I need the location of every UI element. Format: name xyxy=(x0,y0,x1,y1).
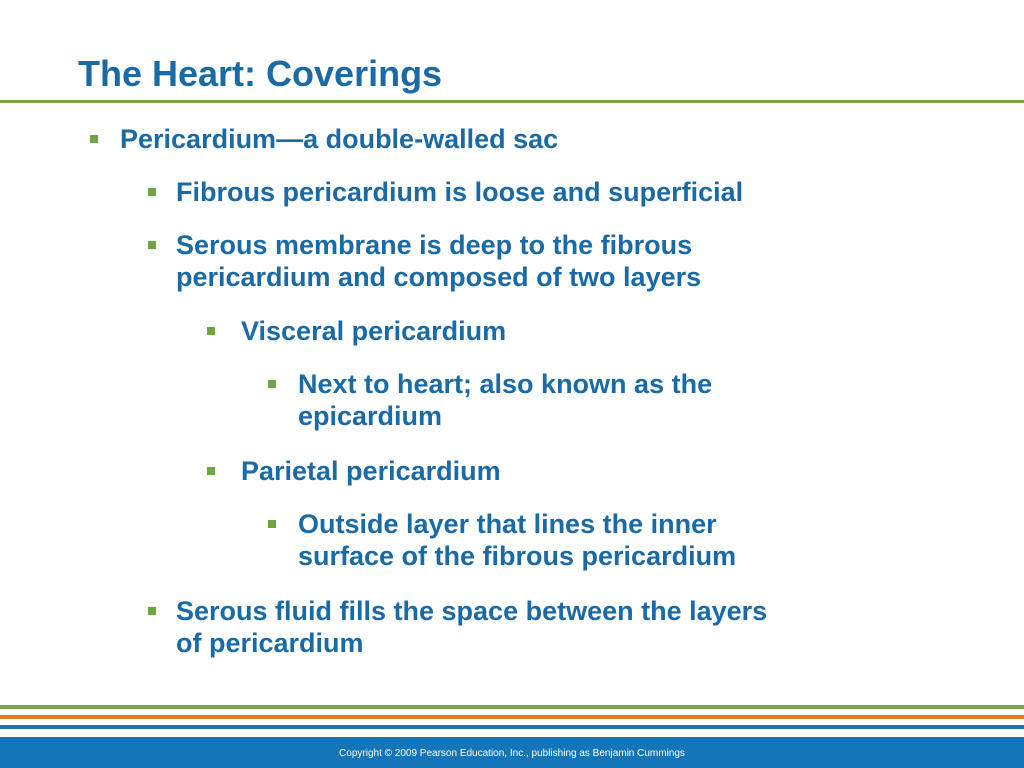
bullet-text-line: Pericardium—a double-walled sac xyxy=(120,124,559,154)
bullet-text-line: Parietal pericardium xyxy=(241,456,501,486)
footer-stripe-orange xyxy=(0,715,1024,719)
footer-stripe-blue xyxy=(0,725,1024,729)
bullet-item-level-3 xyxy=(241,455,1000,487)
square-bullet-icon xyxy=(148,607,156,615)
square-bullet-icon xyxy=(90,135,98,143)
bullet-item-level-2 xyxy=(176,595,1000,659)
bullet-item-level-2 xyxy=(176,229,1000,293)
bullet-text-line: epicardium xyxy=(298,401,443,431)
bullet-item-level-2 xyxy=(176,176,1000,208)
bullet-item-level-3 xyxy=(241,315,1000,347)
square-bullet-icon xyxy=(207,327,215,335)
bullet-text-line: Fibrous pericardium is loose and superficial xyxy=(176,177,744,207)
square-bullet-icon xyxy=(268,520,276,528)
footer-stripe-green xyxy=(0,705,1024,709)
square-bullet-icon xyxy=(268,380,276,388)
bullet-text-line: surface of the fibrous pericardium xyxy=(298,541,737,571)
bullet-item-level-4 xyxy=(298,368,1000,432)
square-bullet-icon xyxy=(148,241,156,249)
slide-title: The Heart: Coverings xyxy=(78,53,443,94)
bullet-text-line: Serous fluid fills the space between the layers xyxy=(176,596,768,626)
bullet-item-level-4 xyxy=(298,508,1000,572)
square-bullet-icon xyxy=(148,188,156,196)
bullet-text-line: of pericardium xyxy=(176,628,364,658)
bullet-text-line: Serous membrane is deep to the fibrous xyxy=(176,230,693,260)
square-bullet-icon xyxy=(207,467,215,475)
bullet-text-line: Visceral pericardium xyxy=(241,316,507,346)
title-divider xyxy=(0,100,1024,103)
bullet-item-level-1 xyxy=(120,123,1000,155)
bullet-text-line: Next to heart; also known as the xyxy=(298,369,713,399)
bullet-text-line: pericardium and composed of two layers xyxy=(176,262,702,292)
bullet-text-line: Outside layer that lines the inner xyxy=(298,509,717,539)
copyright-text: Copyright © 2009 Pearson Education, Inc., publishing as Benjamin Cummings xyxy=(339,748,685,759)
